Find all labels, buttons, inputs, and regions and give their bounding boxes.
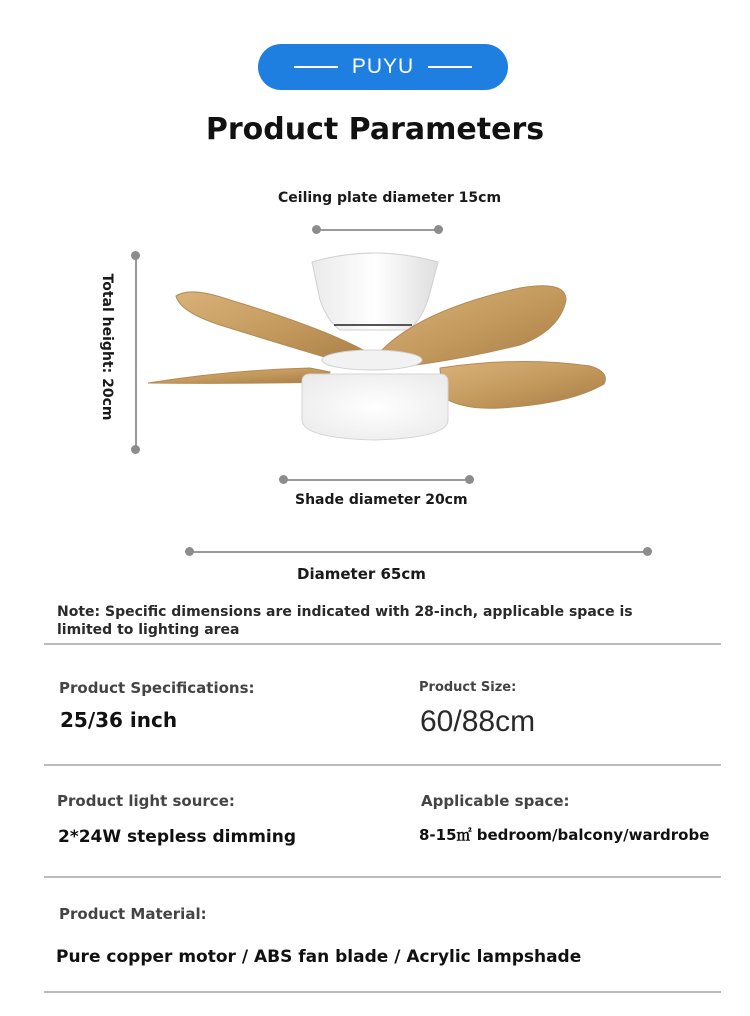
- blade-right-lower: [440, 361, 605, 408]
- divider-2: [44, 764, 721, 766]
- shade-label: Shade diameter 20cm: [295, 492, 468, 508]
- spec-specifications-value: 25/36 inch: [60, 708, 178, 732]
- fan-hub: [322, 350, 422, 370]
- divider-3: [44, 876, 721, 878]
- divider-1: [44, 643, 721, 645]
- spec-size-label: Product Size:: [419, 680, 517, 695]
- dimension-note: Note: Specific dimensions are indicated with 28-inch, applicable space is limited to lighting area: [57, 604, 633, 638]
- page-title: Product Parameters: [205, 112, 545, 147]
- ceiling-plate-label: Ceiling plate diameter 15cm: [278, 190, 502, 206]
- divider-4: [44, 991, 721, 993]
- spec-material-value: Pure copper motor / ABS fan blade / Acrylic lampshade: [56, 947, 582, 967]
- shade-dot-left: [279, 475, 288, 484]
- diameter-label: Diameter 65cm: [297, 565, 426, 583]
- motor-housing: [312, 253, 438, 330]
- total-height-label: Total height: 20cm: [99, 273, 115, 421]
- spec-space-value: 8-15㎡ bedroom/balcony/wardrobe: [419, 826, 710, 844]
- spec-specifications-label: Product Specifications:: [59, 679, 255, 697]
- shade-dot-right: [465, 475, 474, 484]
- shade-line: [284, 479, 470, 481]
- spec-light-source-value: 2*24W stepless dimming: [58, 827, 297, 847]
- ceiling-fan-illustration: [0, 0, 750, 460]
- spec-size-value: 60/88cm: [420, 705, 536, 738]
- diameter-dot-right: [643, 547, 652, 556]
- spec-material-label: Product Material:: [59, 905, 207, 923]
- lamp-shade: [302, 374, 448, 440]
- spec-light-source-label: Product light source:: [57, 792, 235, 810]
- spec-space-label: Applicable space:: [421, 792, 570, 810]
- brand-name: PUYU: [351, 55, 415, 78]
- diameter-line: [190, 551, 647, 553]
- diameter-dot-left: [185, 547, 194, 556]
